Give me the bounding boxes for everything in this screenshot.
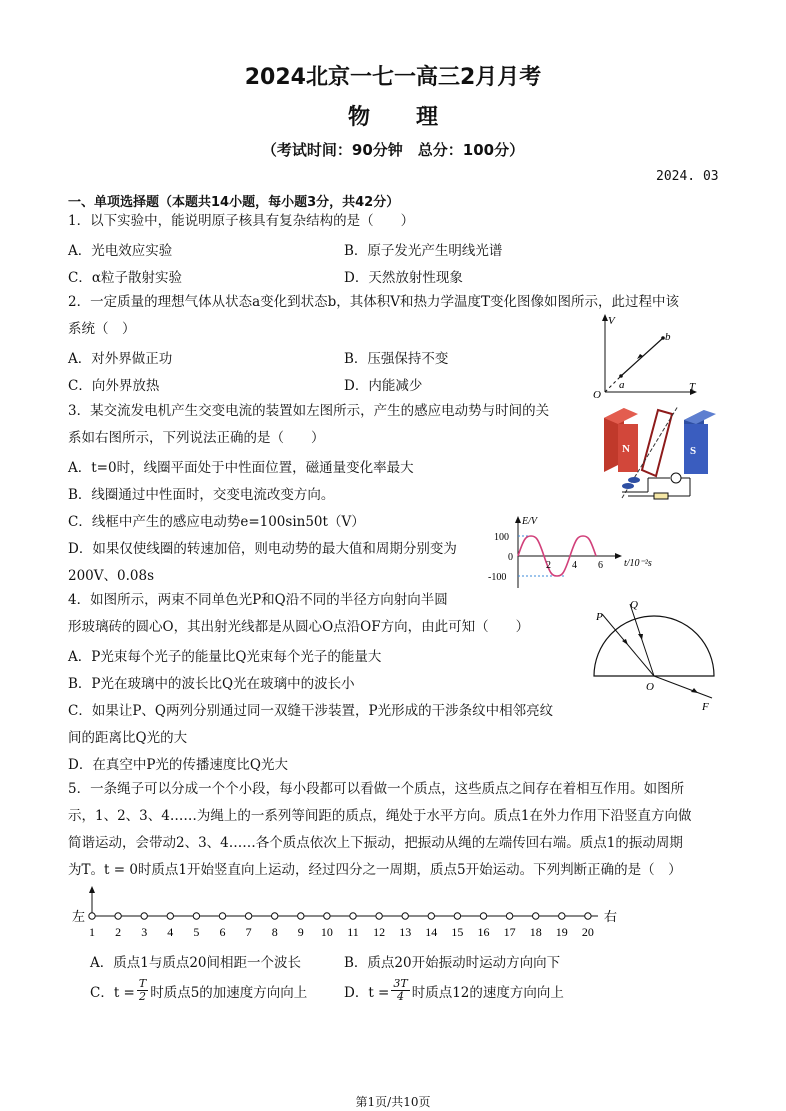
q2-option-b: B．压强保持不变 <box>344 351 449 367</box>
q4-option-c-line1: C．如果让P、Q两列分别通过同一双缝干涉装置，P光形成的干涉条纹中相邻亮纹 <box>68 703 554 719</box>
q5-option-c-fraction <box>137 978 148 1003</box>
rope-point-label-4: 4 <box>167 925 174 939</box>
rope-point-label-12: 12 <box>373 925 386 939</box>
rope-point-label-18: 18 <box>529 925 542 939</box>
q5-option-c-numerator: T <box>138 977 147 990</box>
rope-point-label-7: 7 <box>245 925 252 939</box>
rope-point-5 <box>193 913 199 919</box>
q5-option-d-prefix: D．t = <box>344 984 390 1001</box>
q2-option-a: A．对外界做正功 <box>68 351 173 367</box>
q5-option-a: A．质点1与质点20间相距一个波长 <box>90 955 302 971</box>
x-tick-6: 6 <box>598 560 603 571</box>
rope-point-label-5: 5 <box>193 925 200 939</box>
q1-option-d: D．天然放射性现象 <box>344 270 463 286</box>
rope-point-label-9: 9 <box>297 925 304 939</box>
subject-title: 物理 <box>347 105 484 130</box>
rope-points-group <box>89 913 594 939</box>
q3-stem-line1: 3．某交流发电机产生交变电流的装置如左图所示，产生的感应电动势与时间的关 <box>68 403 550 419</box>
magnet-n-label: N <box>622 443 630 455</box>
q4-option-a: A．P光束每个光子的能量比Q光束每个光子的能量大 <box>68 649 382 665</box>
q3-stem-line2: 系如右图所示，下列说法正确的是（ ） <box>68 430 325 446</box>
rope-point-16 <box>480 913 486 919</box>
left-label: 左 <box>72 909 86 924</box>
q4-stem-line1: 4．如图所示，两束不同单色光P和Q沿不同的半径方向射向半圆 <box>68 592 448 608</box>
f-point-label: F <box>702 701 709 713</box>
x-tick-2: 2 <box>546 560 551 571</box>
rope-point-10 <box>324 913 330 919</box>
q5-option-c-denominator: 2 <box>139 990 147 1003</box>
q4-option-c-line2: 间的距离比Q光的大 <box>68 730 188 746</box>
q3-option-c: C．线框中产生的感应电动势e=100sin50t（V） <box>68 514 365 530</box>
right-label: 右 <box>604 909 618 924</box>
rope-point-17 <box>506 913 512 919</box>
q5-stem-line2: 示，1、2、3、4……为绳上的一系列等间距的质点，绳处于水平方向。质点1在外力作用下沿竖直方向做 <box>68 808 692 824</box>
rope-point-13 <box>402 913 408 919</box>
v-axis-label: V <box>608 315 615 327</box>
y-tick-minus-100: -100 <box>488 572 507 583</box>
x-tick-4: 4 <box>572 560 577 571</box>
rope-point-label-17: 17 <box>503 925 516 939</box>
rope-point-label-3: 3 <box>141 925 148 939</box>
state-a-label: a <box>619 379 625 391</box>
rope-point-label-13: 13 <box>399 925 412 939</box>
section-heading: 一、单项选择题（本题共14小题，每小题3分，共42分） <box>68 195 400 210</box>
rope-point-label-19: 19 <box>555 925 568 939</box>
generator-figure <box>598 400 716 506</box>
magnet-s-label: S <box>690 445 697 457</box>
t-axis-label: T <box>689 381 696 393</box>
q5-option-d-fraction <box>391 978 409 1003</box>
q5-stem-line3: 简谐运动，会带动2、3、4……各个质点依次上下振动，把振动从绳的左端传回右端。质点1的振动周期 <box>68 835 683 851</box>
page-footer: 第1页/共10页 <box>355 1095 431 1109</box>
q2-stem-line2: 系统（ ） <box>68 321 136 337</box>
p-ray-label: P <box>596 611 603 623</box>
q1-option-b: B．原子发光产生明线光谱 <box>344 243 503 259</box>
q2-option-d: D．内能减少 <box>344 378 423 394</box>
q5-stem-line4: 为T。t = 0时质点1开始竖直向上运动，经过四分之一周期，质点5开始运动。下列判断正确的是（ ） <box>68 862 682 878</box>
rope-point-label-20: 20 <box>581 925 594 939</box>
origin-label: O <box>593 389 601 400</box>
q3-option-b: B．线圈通过中性面时，交变电流改变方向。 <box>68 487 335 503</box>
rope-point-4 <box>167 913 173 919</box>
q5-option-d-denominator: 4 <box>397 990 405 1003</box>
exam-date: 2024. 03 <box>656 169 719 184</box>
time-axis-label: t/10⁻²s <box>624 558 652 569</box>
rope-point-2 <box>115 913 121 919</box>
rope-point-label-16: 16 <box>477 925 490 939</box>
q1-stem: 1．以下实验中，能说明原子核具有复杂结构的是（ ） <box>68 213 415 229</box>
rope-point-1 <box>89 913 95 919</box>
q3-option-a: A．t=0时，线圈平面处于中性面位置，磁通量变化率最大 <box>68 460 414 476</box>
rope-point-label-1: 1 <box>89 925 95 939</box>
q2-stem-line1: 2．一定质量的理想气体从状态a变化到状态b，其体积V和热力学温度T变化图像如图所示，此过程中该 <box>68 294 680 310</box>
q3-option-d-line1: D．如果仅使线圈的转速加倍，则电动势的最大值和周期分别变为 <box>68 541 457 557</box>
rope-point-15 <box>454 913 460 919</box>
rope-point-label-2: 2 <box>115 925 122 939</box>
y-tick-0: 0 <box>508 552 513 563</box>
q4-option-d: D．在真空中P光的传播速度比Q光大 <box>68 757 288 773</box>
vt-graph-figure <box>585 312 700 400</box>
rope-point-label-6: 6 <box>219 925 226 939</box>
rope-point-19 <box>559 913 565 919</box>
q5-option-c-prefix: C．t = <box>90 984 135 1001</box>
rope-point-8 <box>272 913 278 919</box>
rope-point-label-10: 10 <box>320 925 333 939</box>
page-title: 2024北京一七一高三2月月考 <box>244 65 542 90</box>
rope-point-9 <box>298 913 304 919</box>
q1-option-c: C．α粒子散射实验 <box>68 270 182 286</box>
center-o-label: O <box>646 681 654 693</box>
q5-option-c-suffix: 时质点5的加速度方向向上 <box>150 984 308 1001</box>
rope-point-11 <box>350 913 356 919</box>
rope-point-20 <box>585 913 591 919</box>
semicircle-glass-figure <box>590 596 720 716</box>
q3-option-d-line2: 200V、0.08s <box>68 568 155 584</box>
q5-option-b: B．质点20开始振动时运动方向向下 <box>344 955 561 971</box>
q5-option-d-suffix: 时质点12的速度方向向上 <box>411 984 564 1001</box>
emf-time-graph <box>484 512 654 592</box>
rope-point-3 <box>141 913 147 919</box>
q-ray-label: Q <box>630 599 638 611</box>
q4-option-b: B．P光在玻璃中的波长比Q光在玻璃中的波长小 <box>68 676 355 692</box>
q4-stem-line2: 形玻璃砖的圆心O，其出射光线都是从圆心O点沿OF方向，由此可知（ ） <box>68 619 530 635</box>
rope-point-18 <box>533 913 539 919</box>
q5-option-d <box>344 978 564 1003</box>
y-tick-100: 100 <box>494 532 509 543</box>
q2-option-c: C．向外界放热 <box>68 378 160 394</box>
rope-point-12 <box>376 913 382 919</box>
rope-point-label-15: 15 <box>451 925 464 939</box>
rope-points-figure <box>68 884 628 944</box>
state-b-label: b <box>665 331 671 343</box>
emf-axis-label: E/V <box>522 516 537 527</box>
q5-stem-line1: 5．一条绳子可以分成一个个小段，每小段都可以看做一个质点，这些质点之间存在着相互作用。如图所 <box>68 781 685 797</box>
q1-option-a: A．光电效应实验 <box>68 243 173 259</box>
exam-info: （考试时间：90分钟 总分：100分） <box>261 141 525 159</box>
rope-point-14 <box>428 913 434 919</box>
rope-point-7 <box>245 913 251 919</box>
rope-point-label-8: 8 <box>271 925 278 939</box>
q5-option-c <box>90 978 307 1003</box>
rope-point-label-14: 14 <box>425 925 438 939</box>
rope-point-label-11: 11 <box>347 925 359 939</box>
q5-option-d-numerator: 3T <box>393 977 408 990</box>
rope-point-6 <box>219 913 225 919</box>
